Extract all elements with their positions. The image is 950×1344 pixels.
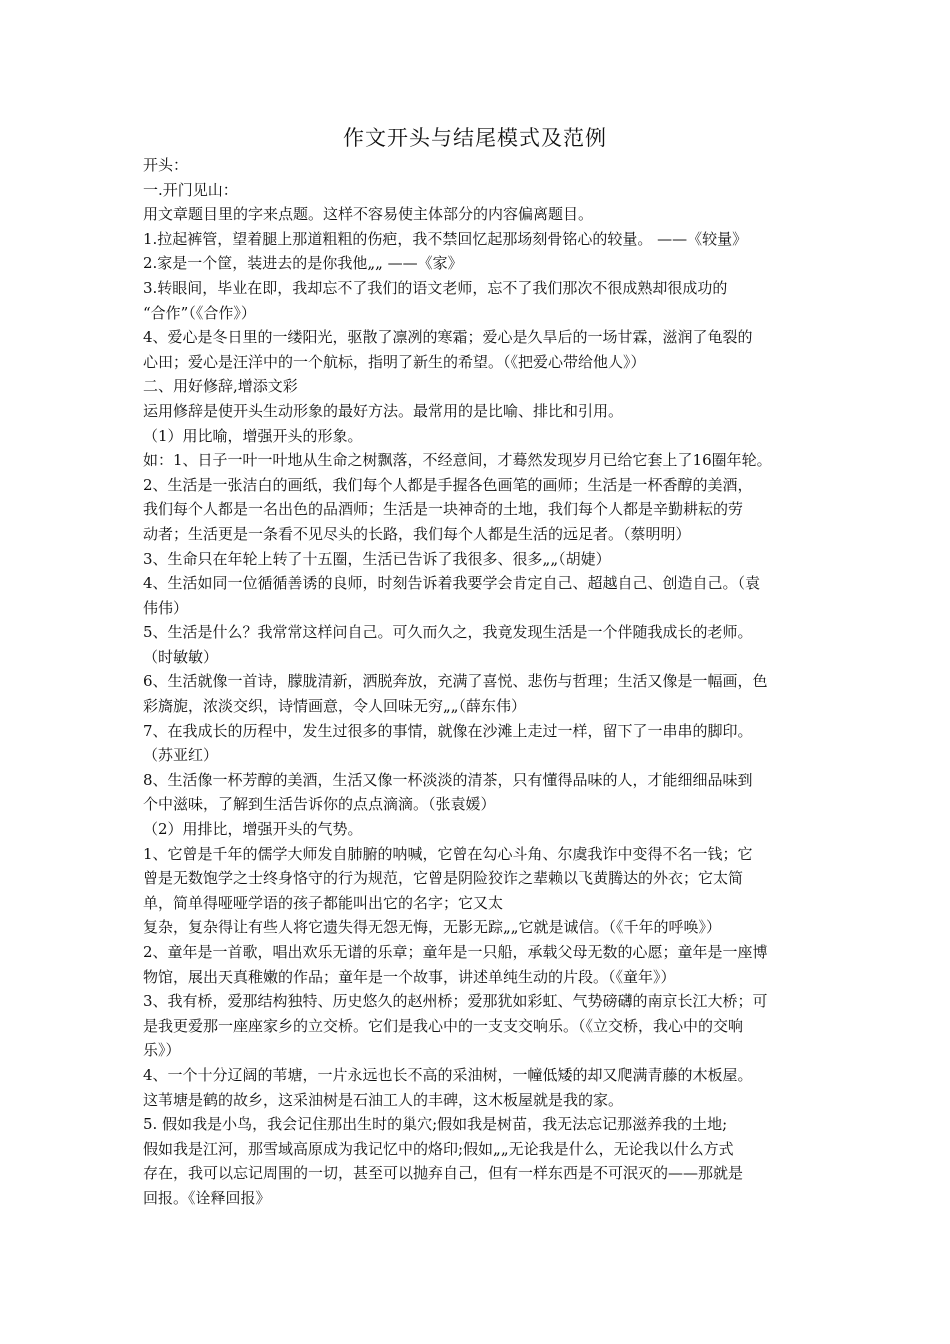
text-line: （2）用排比，增强开头的气势。 bbox=[143, 820, 363, 839]
text-line: 运用修辞是使开头生动形象的最好方法。最常用的是比喻、排比和引用。 bbox=[143, 401, 624, 420]
text-line: 7、在我成长的历程中，发生过很多的事情，就像在沙滩上走过一样，留下了一串串的脚印。 bbox=[143, 721, 753, 740]
document-title: 作文开头与结尾模式及范例 bbox=[343, 126, 607, 150]
text-line: 4、生活如同一位循循善诱的良师，时刻告诉着我要学会肯定自己、超越自己、创造自己。（袁 bbox=[143, 574, 761, 593]
text-line: 曾是无数饱学之士终身恪守的行为规范，它曾是阴险狡诈之辈赖以飞黄腾达的外衣；它太简 bbox=[143, 869, 744, 888]
text-line: 用文章题目里的字来点题。这样不容易使主体部分的内容偏离题目。 bbox=[143, 205, 594, 224]
text-line: 3.转眼间，毕业在即，我却忘不了我们的语文老师，忘不了我们那次不很成熟却很成功的 bbox=[143, 278, 728, 297]
text-line: 二、用好修辞,增添文彩 bbox=[143, 377, 298, 396]
text-line: 一.开门见山： bbox=[143, 180, 238, 199]
text-line: 回报。《诠释回报》 bbox=[143, 1188, 271, 1207]
text-line: 彩旖旎，浓淡交织，诗情画意，令人回味无穷„„（薛东伟） bbox=[143, 697, 527, 716]
text-line: （苏亚红） bbox=[143, 746, 219, 765]
text-line: 3、生命只在年轮上转了十五圈，生活已告诉了我很多、很多„„（胡婕） bbox=[143, 549, 611, 568]
text-line: 存在，我可以忘记周围的一切，甚至可以抛弃自己，但有一样东西是不可泯灭的——那就是 bbox=[143, 1164, 744, 1183]
text-line: 开头： bbox=[143, 156, 189, 174]
text-line: 伟伟） bbox=[143, 598, 189, 617]
text-line: 2、生活是一张洁白的画纸，我们每个人都是手握各色画笔的画师；生活是一杯香醇的美酒， bbox=[143, 475, 753, 494]
text-line: 这苇塘是鹤的故乡，这采油树是石油工人的丰碑，这木板屋就是我的家。 bbox=[143, 1090, 624, 1109]
text-line: 2、童年是一首歌，唱出欢乐无谱的乐章；童年是一只船，承载父母无数的心愿；童年是一座博 bbox=[143, 943, 768, 961]
text-line: 假如我是江河，那雪域高原成为我记忆中的烙印;假如„„无论我是什么，无论我以什么方式 bbox=[143, 1139, 734, 1158]
text-line: 4、爱心是冬日里的一缕阳光，驱散了凛冽的寒霜；爱心是久旱后的一场甘霖，滋润了龟裂的 bbox=[143, 328, 753, 347]
text-line: （1）用比喻，增强开头的形象。 bbox=[143, 426, 363, 445]
text-line: 6、生活就像一首诗，朦胧清新，洒脱奔放，充满了喜悦、悲伤与哲理；生活又像是一幅画，色 bbox=[143, 672, 768, 691]
text-line: 2.家是一个筐，装进去的是你我他„„ ——《家》 bbox=[143, 254, 463, 273]
text-line: 1.拉起裤管，望着腿上那道粗粗的伤疤，我不禁回忆起那场刻骨铭心的较量。 ——《较量》 bbox=[143, 229, 748, 248]
text-line: 4、一个十分辽阔的苇塘，一片永远也长不高的采油树，一幢低矮的却又爬满青藤的木板屋。 bbox=[143, 1065, 753, 1084]
text-line: 心田；爱心是汪洋中的一个航标，指明了新生的希望。（《把爱心带给他人》） bbox=[143, 352, 646, 371]
text-line: 3、我有桥，爱那结构独特、历史悠久的赵州桥；爱那犹如彩虹、气势磅礴的南京长江大桥；可 bbox=[143, 992, 768, 1011]
text-line: 单，简单得哑哑学语的孩子都能叫出它的名字；它又太 bbox=[143, 893, 504, 912]
text-line: 5. 假如我是小鸟，我会记住那出生时的巢穴;假如我是树苗，我无法忘记那滋养我的土地; bbox=[143, 1115, 728, 1134]
text-line: 物馆，展出天真稚嫩的作品；童年是一个故事，讲述单纯生动的片段。（《童年》） bbox=[143, 967, 676, 986]
text-line: 乐》） bbox=[143, 1041, 181, 1060]
text-line: 我们每个人都是一名出色的品酒师；生活是一块神奇的土地，我们每个人都是辛勤耕耘的劳 bbox=[143, 500, 744, 519]
text-line: 5、生活是什么？我常常这样问自己。可久而久之，我竟发现生活是一个伴随我成长的老师。 bbox=[143, 623, 753, 642]
text-line: 个中滋味，了解到生活告诉你的点点滴滴。（张袁媛） bbox=[143, 795, 496, 814]
text-line: 8、生活像一杯芳醇的美酒，生活又像一杯淡淡的清茶，只有懂得品味的人，才能细细品味到 bbox=[143, 770, 753, 789]
text-line: “合作”（《合作》） bbox=[143, 303, 256, 322]
text-line: 复杂，复杂得让有些人将它遗失得无怨无悔，无影无踪„„它就是诚信。（《千年的呼唤》） bbox=[143, 918, 722, 937]
text-line: 1、它曾是千年的儒学大师发自肺腑的呐喊，它曾在勾心斗角、尔虞我诈中变得不名一钱；它 bbox=[143, 844, 753, 863]
text-line: （时敏敏） bbox=[143, 647, 219, 666]
text-line: 动者；生活更是一条看不见尽头的长路，我们每个人都是生活的远足者。（蔡明明） bbox=[143, 524, 691, 543]
text-line: 是我更爱那一座座家乡的立交桥。它们是我心中的一支支交响乐。（《立交桥，我心中的交响 bbox=[143, 1016, 744, 1035]
text-line: 如：1、日子一叶一叶地从生命之树飘落，不经意间，才蓦然发现岁月已给它套上了16圈年轮。 bbox=[143, 451, 772, 470]
document-body bbox=[143, 153, 823, 1211]
